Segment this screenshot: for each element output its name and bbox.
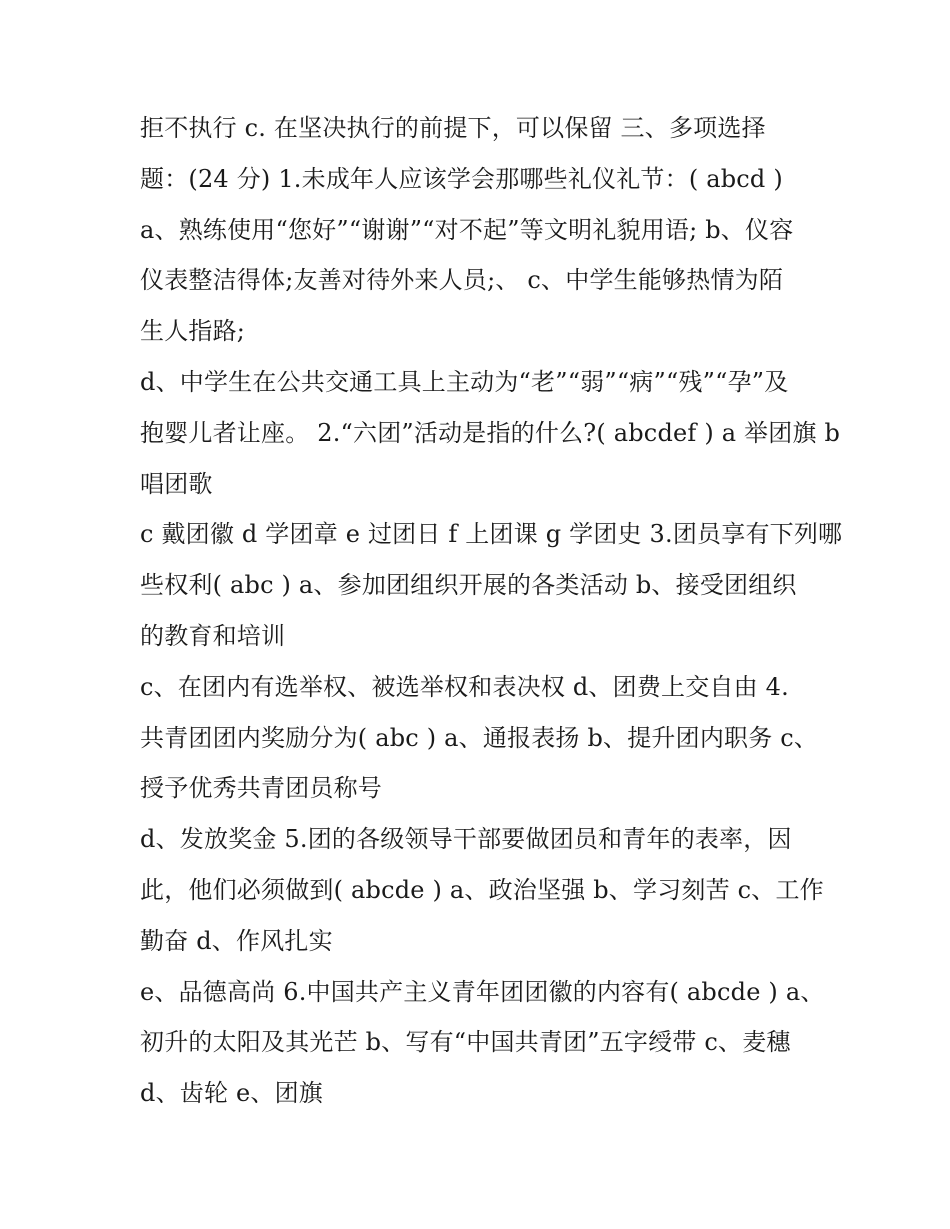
text-line: 初升的太阳及其光芒 b、写有“中国共青团”五字绶带 c、麦穗 bbox=[140, 1028, 791, 1057]
text-line: e、品德高尚 6.中国共产主义青年团团徽的内容有( abcde ) a、 bbox=[140, 977, 825, 1006]
text-line: 题：(24 分) 1.未成年人应该学会那哪些礼仪礼节：( abcd ) bbox=[140, 164, 783, 193]
text-line: 拒不执行 c. 在坚决执行的前提下，可以保留 三、多项选择 bbox=[140, 114, 766, 142]
text-line: 仪表整洁得体;友善对待外来人员;、 c、中学生能够热情为陌 bbox=[140, 266, 784, 295]
document-body bbox=[140, 103, 843, 1119]
text-line: 共青团团内奖励分为( abc ) a、通报表扬 b、提升团内职务 c、 bbox=[140, 723, 819, 752]
text-line: 的教育和培训 bbox=[140, 621, 286, 650]
text-line: c 戴团徽 d 学团章 e 过团日 f 上团课 g 学团史 3.团员享有下列哪 bbox=[140, 520, 843, 549]
text-line: 授予优秀共青团员称号 bbox=[140, 774, 382, 803]
text-line: a、熟练使用“您好”“谢谢”“对不起”等文明礼貌用语; b、仪容 bbox=[140, 215, 794, 244]
text-line: 此，他们必须做到( abcde ) a、政治坚强 b、学习刻苦 c、工作 bbox=[140, 875, 824, 904]
text-line: 些权利( abc ) a、参加团组织开展的各类活动 b、接受团组织 bbox=[140, 571, 797, 600]
text-line: 勤奋 d、作风扎实 bbox=[140, 926, 333, 955]
text-line: 抱婴儿者让座。 2.“六团”活动是指的什么?( abcdef ) a 举团旗 b bbox=[140, 418, 841, 447]
text-line: d、中学生在公共交通工具上主动为“老”“弱”“病”“残”“孕”及 bbox=[140, 367, 789, 396]
text-line: 唱团歌 bbox=[140, 469, 213, 498]
text-line: d、发放奖金 5.团的各级领导干部要做团员和青年的表率，因 bbox=[140, 825, 792, 854]
text-line: d、齿轮 e、团旗 bbox=[140, 1079, 323, 1108]
text-line: 生人指路; bbox=[140, 317, 246, 346]
text-line: c、在团内有选举权、被选举权和表决权 d、团费上交自由 4. bbox=[140, 672, 789, 701]
